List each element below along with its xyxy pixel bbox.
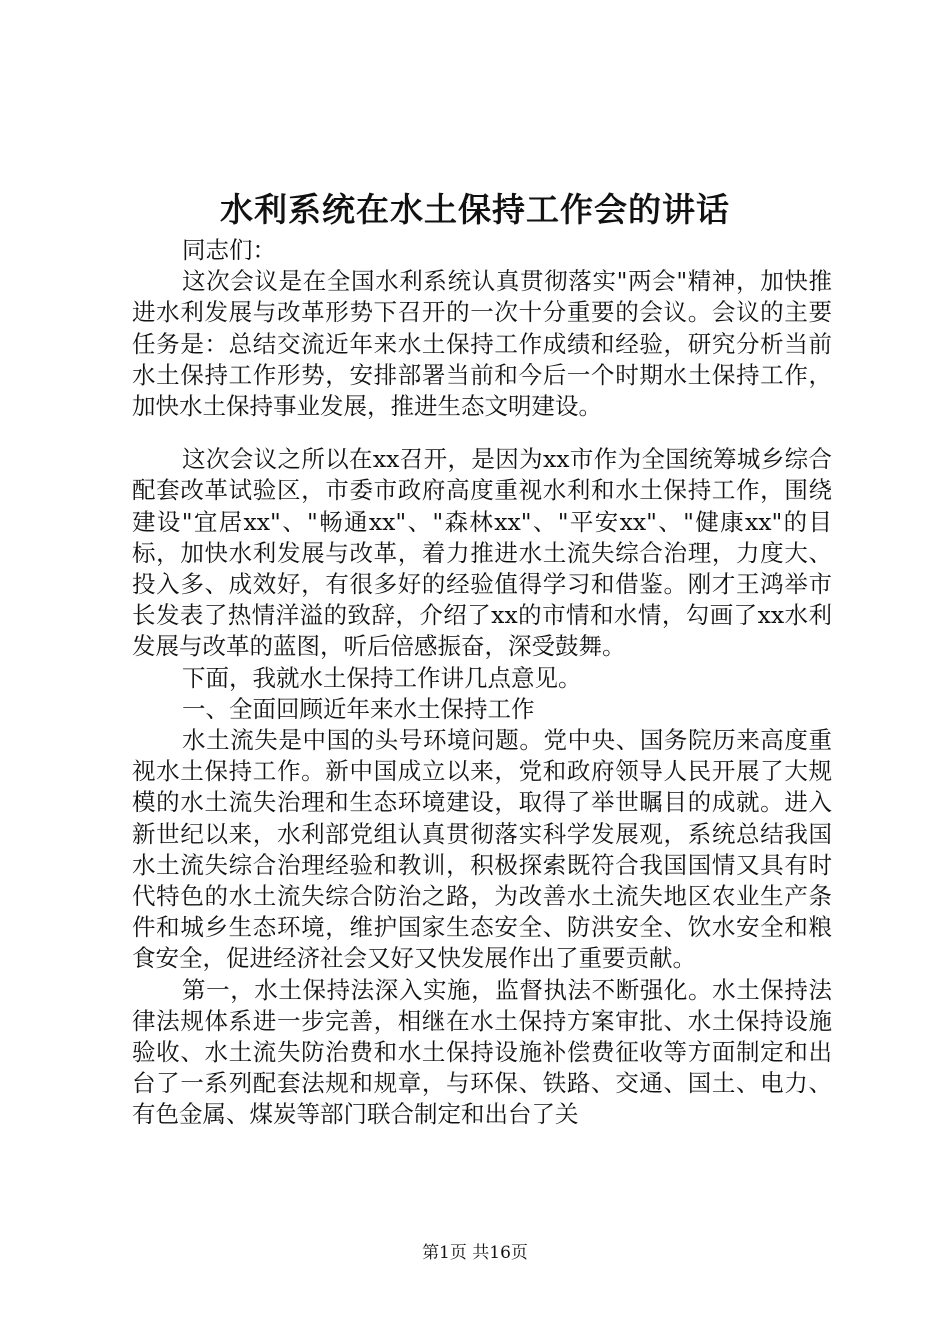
section-heading-1: 一、全面回顾近年来水土保持工作: [182, 694, 535, 723]
paragraph-4: 水土流失是中国的头号环境问题。党中央、国务院历来高度重视水土保持工作。新中国成立以来，党和政府领导人民开展了大规模的水土流失治理和生态环境建设，取得了举世瞩目的成就。进入新世纪以来，水利部党组认真贯彻落实科学发展观，系统总结我国水土流失综合治理经验和教训，积极探索既符合我国国情又具有时代特色的水土流失综合防治之路，为改善水土流失地区农业生产条件和城乡生态环境，维护国家生态安全、防洪安全、饮水安全和粮食安全，促进经济社会又好又快发展作出了重要贡献。: [132, 726, 832, 973]
paragraph-2: 这次会议之所以在xx召开，是因为xx市作为全国统筹城乡综合配套改革试验区，市委市政府高度重视水利和水土保持工作，围绕建设"宜居xx"、"畅通xx"、"森林xx"、"平安xx"、"健康xx"的目标，加快水利发展与改革，着力推进水土流失综合治理，力度大、投入多、成效好，有很多好的经验值得学习和借鉴。刚才王鸿举市长发表了热情洋溢的致辞，介绍了xx的市情和水情，勾画了xx水利发展与改革的蓝图，听后倍感振奋，深受鼓舞。: [132, 445, 832, 661]
paragraph-5: 第一，水土保持法深入实施，监督执法不断强化。水土保持法律法规体系进一步完善，相继在水土保持方案审批、水土保持设施验收、水土流失防治费和水土保持设施补偿费征收等方面制定和出台了一系列配套法规和规章，与环保、铁路、交通、国土、电力、有色金属、煤炭等部门联合制定和出台了关: [132, 975, 832, 1129]
page-number-footer: 第1页 共16页: [422, 1243, 528, 1263]
document-body: [132, 235, 832, 1131]
document-title: 水利系统在水土保持工作会的讲话: [220, 190, 730, 229]
paragraph-1: 这次会议是在全国水利系统认真贯彻落实"两会"精神，加快推进水利发展与改革形势下召开的一次十分重要的会议。会议的主要任务是：总结交流近年来水土保持工作成绩和经验，研究分析当前水土保持工作形势，安排部署当前和今后一个时期水土保持工作，加快水土保持事业发展，推进生态文明建设。: [132, 267, 832, 421]
paragraph-3: 下面，我就水土保持工作讲几点意见。: [182, 663, 582, 692]
salutation: 同志们：: [182, 236, 276, 264]
